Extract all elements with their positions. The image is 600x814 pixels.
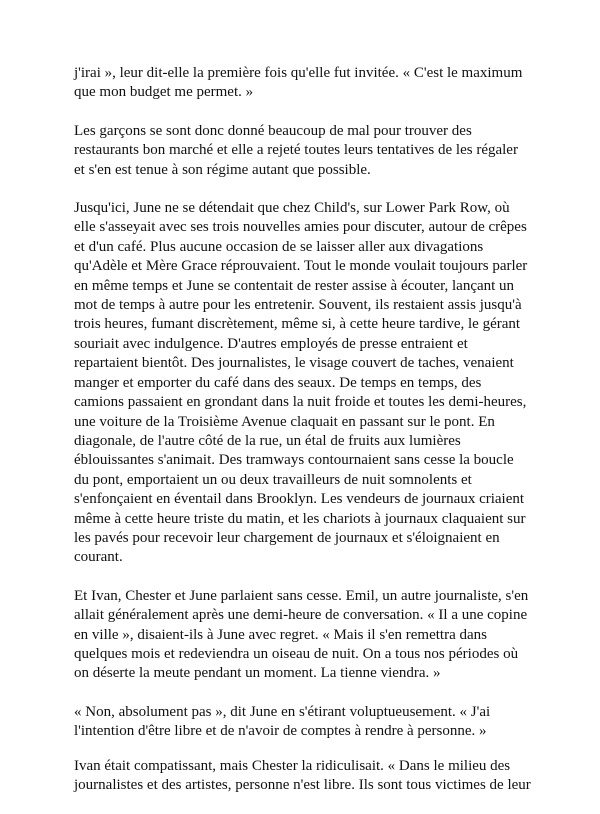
text-line: une voiture de la Troisième Avenue claquait en passant sur le pont. En [74, 413, 495, 430]
text-line: elle s'asseyait avec ses trois nouvelles amies pour discuter, autour de crêpes [74, 219, 527, 236]
text-line: souriait avec indulgence. D'autres employés de presse entraient et [74, 335, 468, 352]
text-line: on déserte la meute pendant un moment. La tienne viendra. » [74, 665, 441, 682]
text-line: diagonale, de l'autre côté de la rue, un étal de fruits aux lumières [74, 432, 461, 449]
text-line: l'intention d'être libre et de n'avoir de comptes à rendre à personne. » [74, 723, 487, 740]
text-line: même à cette heure triste du matin, et les chariots à journaux claquaient sur [74, 510, 526, 527]
text-line: que mon budget me permet. » [74, 84, 254, 101]
text-line: et s'en est tenue à son régime autant que possible. [74, 161, 371, 178]
text-line: éblouissantes s'animait. Des tramways contournaient sans cesse la boucle [74, 452, 514, 469]
text-line: et d'un café. Plus aucune occasion de se laisser aller aux divagations [74, 238, 484, 255]
text-line: allait généralement après une demi-heure de conversation. « Il a une copine [74, 607, 528, 624]
text-line: du pont, emportaient un ou deux travailleurs de nuit somnolents et [74, 471, 472, 488]
text-line: Ivan était compatissant, mais Chester la ridiculisait. « Dans le milieu des [74, 757, 511, 774]
text-line: s'enfonçaient en éventail dans Brooklyn. Les vendeurs de journaux criaient [74, 491, 525, 508]
text-line: quelques mois et redeviendra un oiseau de nuit. On a tous nos périodes où [74, 645, 519, 662]
text-line: Les garçons se sont donc donné beaucoup de mal pour trouver des [74, 122, 472, 139]
text-line: Jusqu'ici, June ne se détendait que chez Child's, sur Lower Park Row, où [74, 200, 510, 217]
paragraph-3 [74, 199, 534, 568]
text-line: en même temps et June se contentait de rester assise à écouter, lançant un [74, 277, 515, 294]
paragraph-4 [74, 587, 534, 684]
text-line: les pavés pour recevoir leur chargement de journaux et s'éloignaient en [74, 529, 500, 546]
paragraph-1 [74, 64, 534, 103]
text-line: repartaient bientôt. Des journalistes, le visage couvert de taches, venaient [74, 355, 514, 372]
text-line: manger et emporter du café dans des seaux. De temps en temps, des [74, 374, 482, 391]
document-page [74, 64, 534, 814]
text-line: « Non, absolument pas », dit June en s'étirant voluptueusement. « J'ai [74, 703, 491, 720]
text-line: qu'Adèle et Mère Grace réprouvaient. Tout le monde voulait toujours parler [74, 258, 528, 275]
text-line: restaurants bon marché et elle a rejeté toutes leurs tentatives de les régaler [74, 142, 518, 159]
text-line: trois heures, fumant discrètement, même si, à cette heure tardive, le gérant [74, 316, 521, 333]
text-line: mot de temps à autre pour les entretenir. Souvent, ils restaient assis jusqu'à [74, 297, 522, 314]
text-line: courant. [74, 549, 123, 566]
paragraph-6 [74, 757, 534, 796]
text-line: j'irai », leur dit-elle la première fois qu'elle fut invitée. « C'est le maximum [74, 65, 523, 81]
text-line: camions passaient en grondant dans la nuit froide et toutes les demi-heures, [74, 394, 527, 411]
text-line: Et Ivan, Chester et June parlaient sans cesse. Emil, un autre journaliste, s'en [74, 587, 529, 604]
text-line: journalistes et des artistes, personne n'est libre. Ils sont tous victimes de leur [74, 777, 531, 793]
paragraph-5 [74, 703, 534, 742]
paragraph-2 [74, 122, 534, 180]
text-line: en ville », disaient-ils à June avec regret. « Mais il s'en remettra dans [74, 626, 487, 643]
